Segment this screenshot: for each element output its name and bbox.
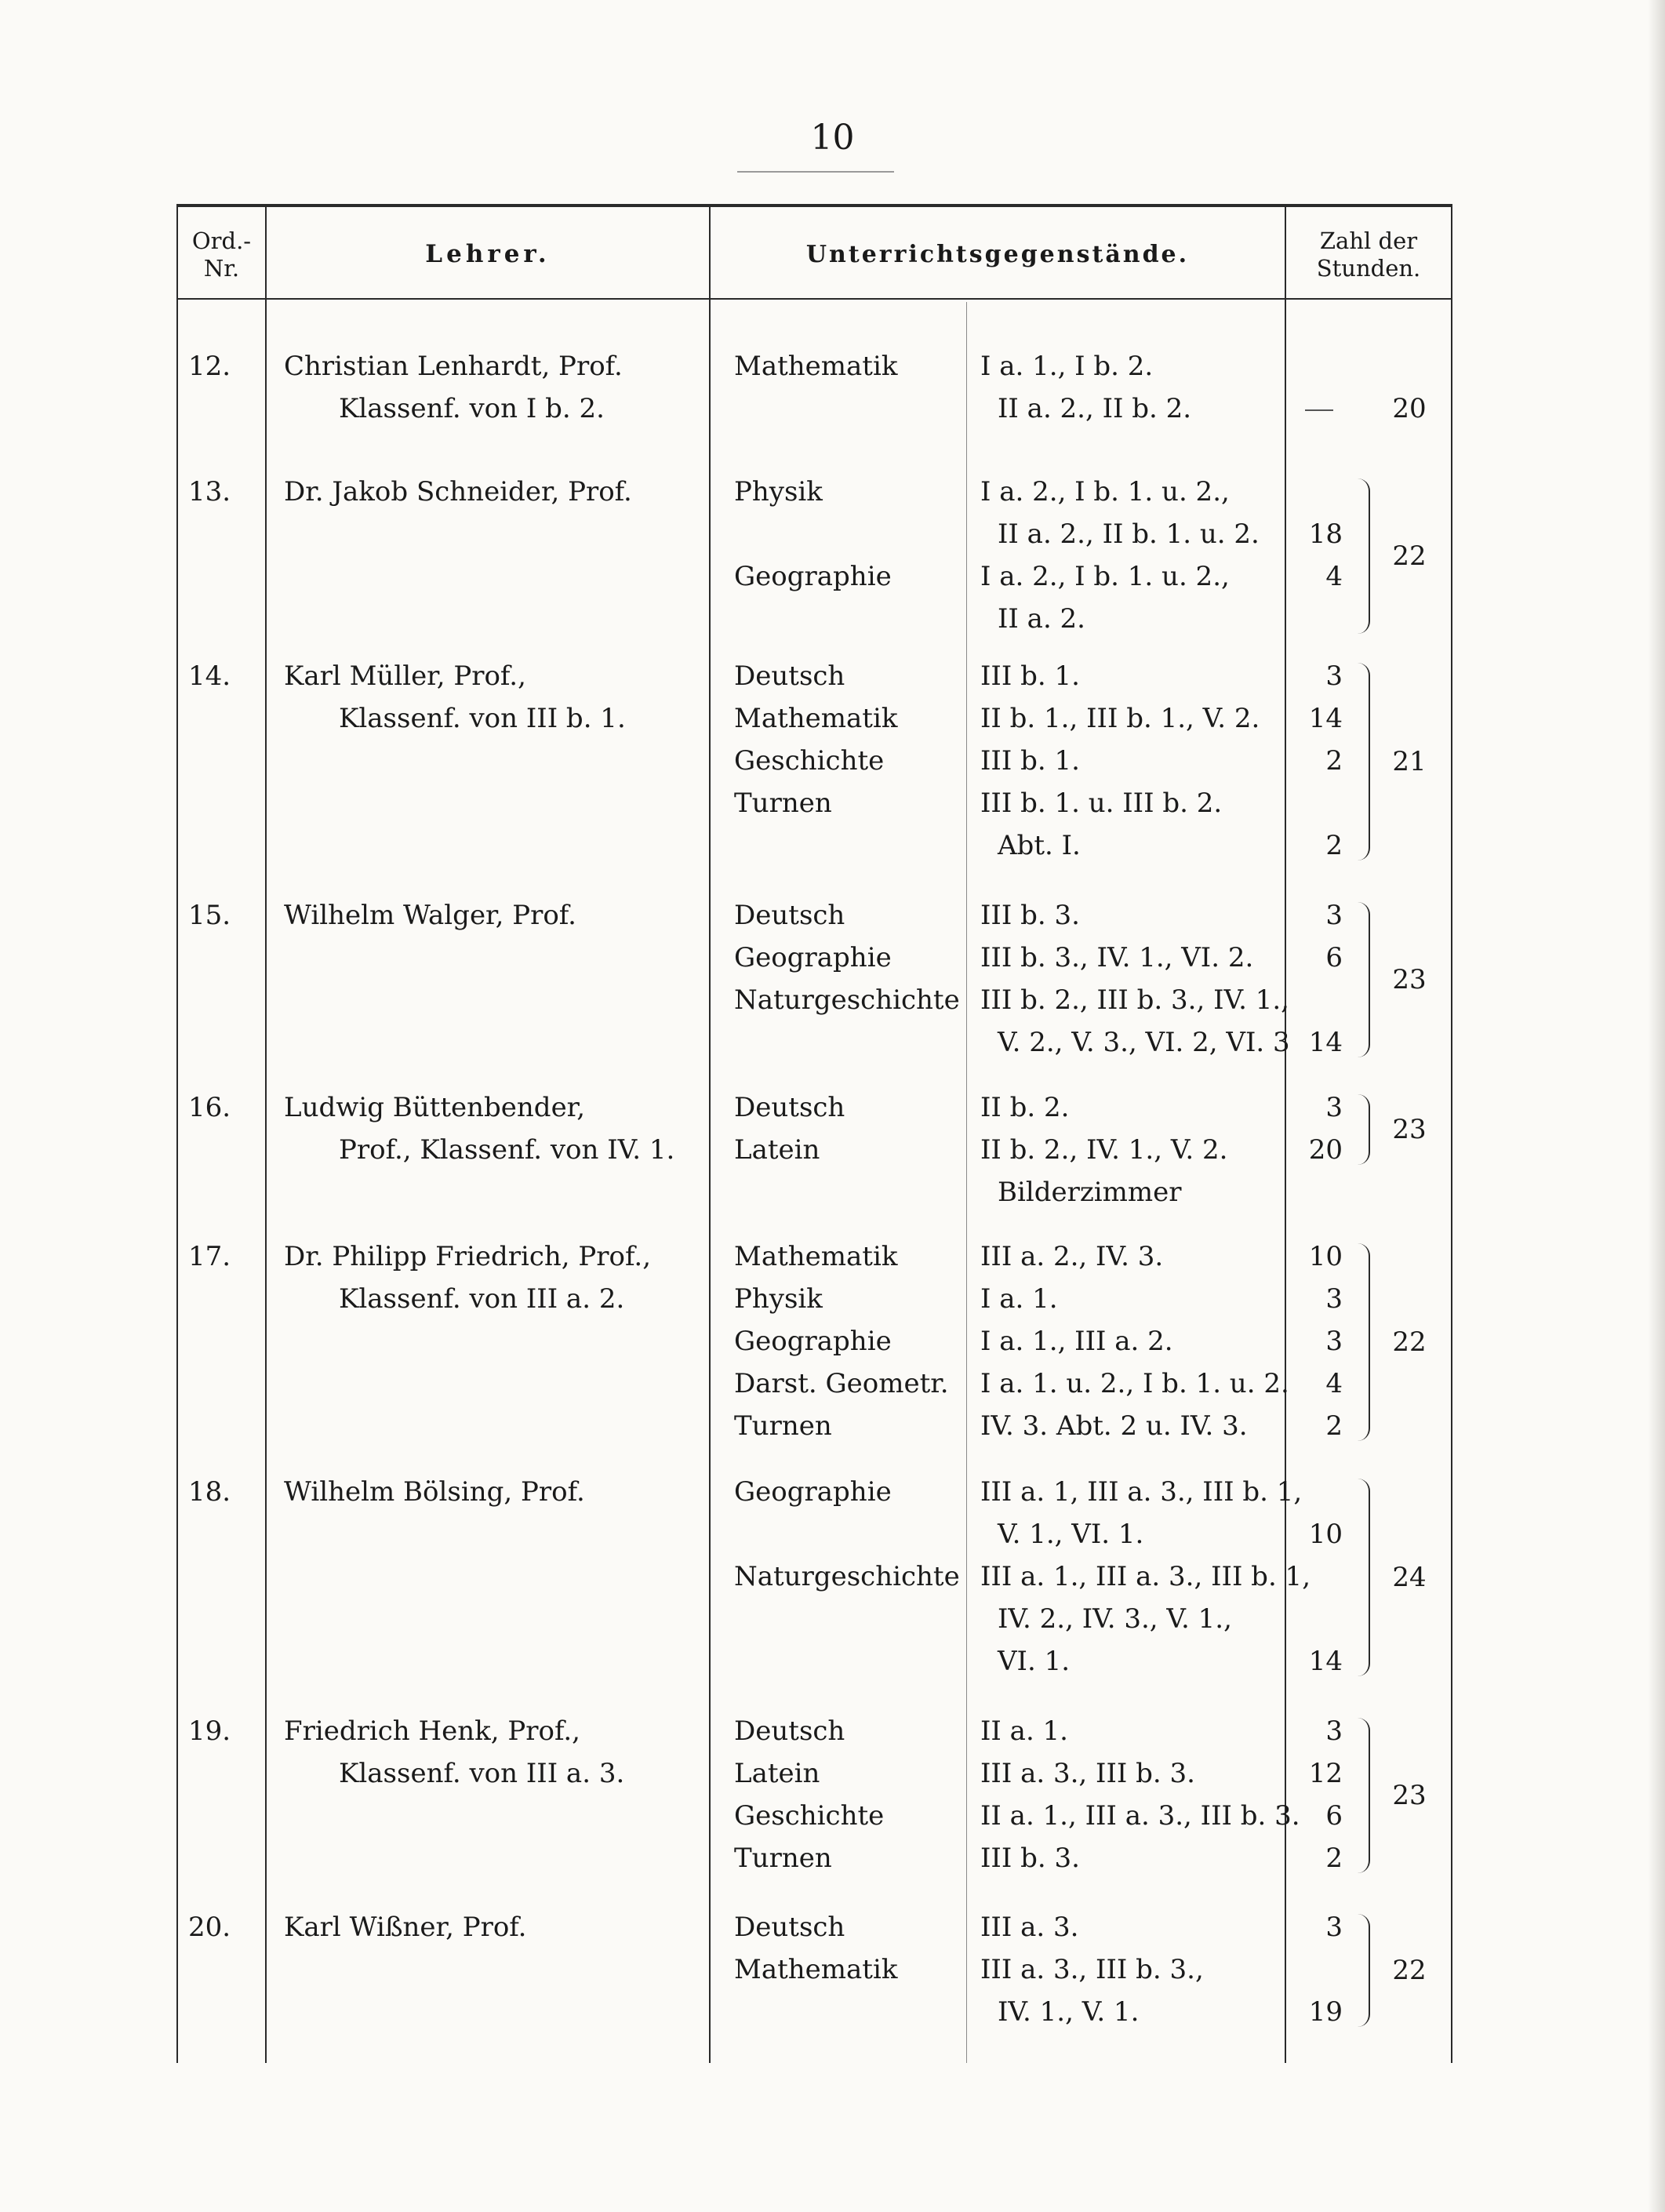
hours-value: 2	[1325, 745, 1343, 777]
class-list: III a. 3., III b. 3.	[980, 1758, 1195, 1789]
subject: Deutsch	[734, 1912, 845, 1943]
hours-brace	[1358, 1914, 1370, 2027]
subject: Turnen	[734, 1843, 832, 1874]
class-list: II b. 1., III b. 1., V. 2.	[980, 703, 1260, 734]
total-hours: 22	[1392, 1955, 1427, 1986]
class-list: III b. 3.	[980, 900, 1080, 931]
hours-value: 10	[1308, 1241, 1343, 1272]
class-list: III b. 3., IV. 1., VI. 2.	[980, 942, 1254, 973]
column-rule-teacher	[709, 204, 711, 2063]
class-list: III a. 2., IV. 3.	[980, 1241, 1164, 1272]
class-list: II a. 2.	[998, 603, 1085, 635]
class-list: V. 2., V. 3., VI. 2, VI. 3	[998, 1027, 1290, 1058]
class-list: I a. 2., I b. 1. u. 2.,	[980, 561, 1230, 592]
hours-value: 14	[1308, 1027, 1343, 1058]
hours-brace	[1358, 1479, 1370, 1676]
total-hours: 21	[1392, 746, 1427, 777]
class-list: II b. 2., IV. 1., V. 2.	[980, 1134, 1228, 1166]
subject: Darst. Geometr.	[734, 1368, 949, 1399]
class-list: IV. 3. Abt. 2 u. IV. 3.	[980, 1410, 1248, 1442]
teacher-name-line: Dr. Philipp Friedrich, Prof.,	[284, 1241, 651, 1272]
hours-value: 4	[1325, 561, 1343, 592]
subject: Naturgeschichte	[734, 1561, 960, 1592]
header-ord-nr: Ord.- Nr.	[191, 227, 252, 282]
subject: Mathematik	[734, 1241, 898, 1272]
total-hours: 23	[1392, 964, 1427, 995]
subject: Deutsch	[734, 1715, 845, 1747]
row-number: 17.	[188, 1241, 231, 1272]
column-rule-subject	[966, 302, 967, 2063]
hours-brace	[1358, 902, 1370, 1057]
class-list: I a. 1.	[980, 1283, 1058, 1315]
hours-value: 3	[1325, 1715, 1343, 1747]
subject: Geschichte	[734, 1800, 885, 1832]
subject: Mathematik	[734, 703, 898, 734]
class-list: IV. 1., V. 1.	[998, 1996, 1140, 2028]
hours-value: 12	[1308, 1758, 1343, 1789]
teacher-name-line: Dr. Jakob Schneider, Prof.	[284, 476, 632, 508]
teacher-name-line: Wilhelm Walger, Prof.	[284, 900, 576, 931]
hours-brace	[1358, 1094, 1370, 1165]
header-lehrer: Lehrer.	[425, 240, 551, 269]
subject: Deutsch	[734, 660, 845, 692]
total-hours: 24	[1392, 1562, 1427, 1593]
hours-value: 2	[1325, 1843, 1343, 1874]
teacher-name-line: Friedrich Henk, Prof.,	[284, 1715, 580, 1747]
class-list: II a. 1., III a. 3., III b. 3.	[980, 1800, 1300, 1832]
subject: Geographie	[734, 1326, 892, 1357]
hours-brace	[1358, 1243, 1370, 1441]
hours-value: 14	[1308, 1646, 1343, 1677]
page-edge-shadow	[1648, 0, 1665, 2212]
row-number: 19.	[188, 1715, 231, 1747]
column-rule-left	[176, 204, 178, 2063]
hours-brace	[1358, 663, 1370, 860]
hours-value: 3	[1325, 1092, 1343, 1123]
hours-value: 2	[1325, 1410, 1343, 1442]
subject: Mathematik	[734, 1954, 898, 1985]
subject: Deutsch	[734, 1092, 845, 1123]
hours-dash	[1305, 409, 1333, 411]
hours-brace	[1358, 478, 1370, 634]
class-list: II b. 2.	[980, 1092, 1070, 1123]
total-hours: 22	[1392, 1326, 1427, 1358]
subject: Physik	[734, 476, 823, 508]
hours-value: 3	[1325, 1283, 1343, 1315]
hours-value: 3	[1325, 1912, 1343, 1943]
hours-value: 14	[1308, 703, 1343, 734]
class-list: Bilderzimmer	[998, 1177, 1182, 1208]
teacher-name-line: Ludwig Büttenbender,	[284, 1092, 586, 1123]
total-hours: 23	[1392, 1780, 1427, 1811]
hours-value: 3	[1325, 1326, 1343, 1357]
subject: Naturgeschichte	[734, 984, 960, 1016]
hours-value: 6	[1325, 1800, 1343, 1832]
page-number: 10	[810, 118, 855, 158]
class-list: III b. 1.	[980, 745, 1080, 777]
hours-value: 20	[1308, 1134, 1343, 1166]
column-rule-nr	[265, 204, 267, 2063]
class-list: III a. 1, III a. 3., III b. 1,	[980, 1476, 1303, 1508]
subject: Geographie	[734, 942, 892, 973]
hours-value: 2	[1325, 830, 1343, 861]
row-number: 14.	[188, 660, 231, 692]
row-number: 16.	[188, 1092, 231, 1123]
hours-value: 19	[1308, 1996, 1343, 2028]
header-gegenstaende: Unterrichtsgegenstände.	[805, 241, 1190, 268]
row-number: 20.	[188, 1912, 231, 1943]
class-list: VI. 1.	[998, 1646, 1071, 1677]
class-list: III b. 3.	[980, 1843, 1080, 1874]
hours-brace	[1358, 1718, 1370, 1873]
class-list: III a. 3., III b. 3.,	[980, 1954, 1204, 1985]
total-hours: 22	[1392, 540, 1427, 572]
class-list: III a. 1., III a. 3., III b. 1,	[980, 1561, 1311, 1592]
teacher-name-line: Klassenf. von I b. 2.	[339, 393, 605, 424]
row-number: 12.	[188, 351, 231, 382]
row-number: 15.	[188, 900, 231, 931]
teacher-name-line: Karl Wißner, Prof.	[284, 1912, 527, 1943]
hours-value: 3	[1325, 660, 1343, 692]
class-list: III b. 2., III b. 3., IV. 1.,	[980, 984, 1289, 1016]
row-number: 18.	[188, 1476, 231, 1508]
teacher-name-line: Wilhelm Bölsing, Prof.	[284, 1476, 585, 1508]
subject: Latein	[734, 1758, 820, 1789]
page-number-rule	[737, 171, 894, 173]
total-hours: 23	[1392, 1114, 1427, 1145]
hours-value: 10	[1308, 1519, 1343, 1550]
subject: Latein	[734, 1134, 820, 1166]
table-header-rule	[176, 298, 1452, 300]
subject: Geographie	[734, 1476, 892, 1508]
hours-value: 6	[1325, 942, 1343, 973]
subject: Mathematik	[734, 351, 898, 382]
column-rule-right	[1451, 204, 1452, 2063]
hours-value: 4	[1325, 1368, 1343, 1399]
teacher-name-line: Christian Lenhardt, Prof.	[284, 351, 623, 382]
header-stunden: Zahl der Stunden.	[1316, 227, 1421, 282]
table-top-rule	[176, 204, 1452, 207]
class-list: II a. 1.	[980, 1715, 1068, 1747]
row-number: 13.	[188, 476, 231, 508]
class-list: I a. 1., I b. 2.	[980, 351, 1154, 382]
teacher-name-line: Klassenf. von III a. 2.	[339, 1283, 625, 1315]
subject: Turnen	[734, 788, 832, 819]
class-list: I a. 2., I b. 1. u. 2.,	[980, 476, 1230, 508]
subject: Deutsch	[734, 900, 845, 931]
class-list: II a. 2., II b. 2.	[998, 393, 1192, 424]
hours-value: 3	[1325, 900, 1343, 931]
class-list: III b. 1. u. III b. 2.	[980, 788, 1223, 819]
class-list: I a. 1., III a. 2.	[980, 1326, 1173, 1357]
class-list: IV. 2., IV. 3., V. 1.,	[998, 1603, 1232, 1635]
class-list: V. 1., VI. 1.	[998, 1519, 1144, 1550]
teacher-name-line: Klassenf. von III a. 3.	[339, 1758, 625, 1789]
class-list: II a. 2., II b. 1. u. 2.	[998, 518, 1260, 550]
hours-value: 18	[1308, 518, 1343, 550]
class-list: I a. 1. u. 2., I b. 1. u. 2.	[980, 1368, 1289, 1399]
teacher-name-line: Klassenf. von III b. 1.	[339, 703, 626, 734]
subject: Geographie	[734, 561, 892, 592]
teacher-name-line: Prof., Klassenf. von IV. 1.	[339, 1134, 675, 1166]
subject: Physik	[734, 1283, 823, 1315]
subject: Geschichte	[734, 745, 885, 777]
subject: Turnen	[734, 1410, 832, 1442]
total-hours: 20	[1392, 393, 1427, 424]
class-list: Abt. I.	[998, 830, 1081, 861]
class-list: III a. 3.	[980, 1912, 1079, 1943]
class-list: III b. 1.	[980, 660, 1080, 692]
teacher-name-line: Karl Müller, Prof.,	[284, 660, 526, 692]
